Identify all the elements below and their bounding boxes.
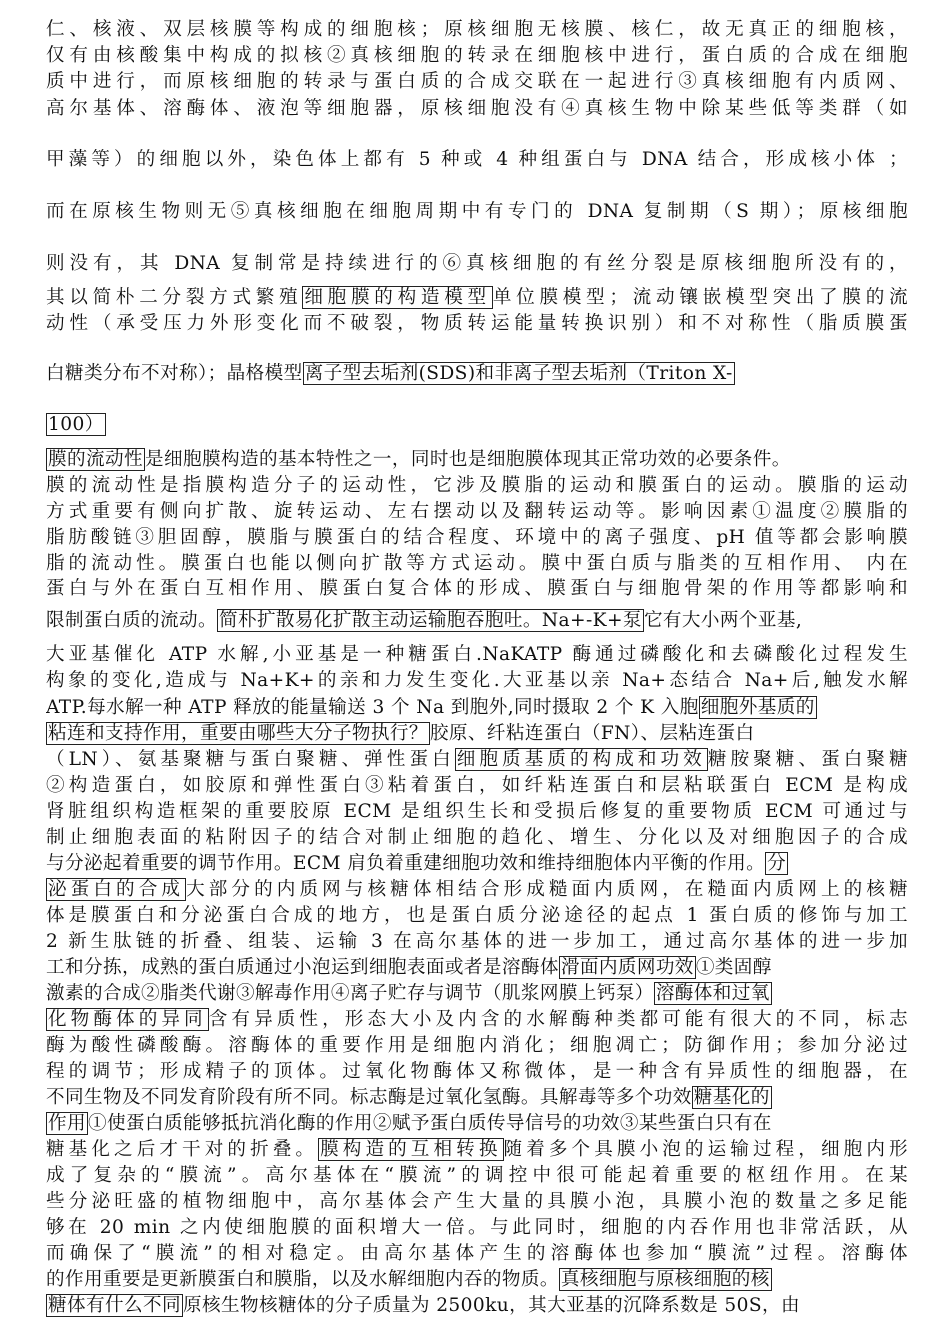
text-line <box>46 577 908 601</box>
boxed-heading: 膜构造的互相转换 <box>320 1139 502 1160</box>
text-line <box>46 448 908 472</box>
body-text: 大亚基催化 ATP 水解,小亚基是一种糖蛋白.NaKATP 酶通过磷酸化和去磷酸化过程发生 <box>46 644 908 665</box>
text-line <box>46 852 908 876</box>
boxed-heading: 粘连和支持作用，重要由哪些大分子物执行？ <box>48 723 428 744</box>
body-text: 白糖类分布不对称）；晶格模型 <box>46 363 303 384</box>
body-text: 构象的变化,造成与 Na+K+的亲和力发生变化.大亚基以亲 Na+态结合 Na+后,触发水解 <box>46 670 908 691</box>
body-text: 甲藻等）的细胞以外，染色体上都有 5 种或 4 种组蛋白与 DNA 结合，形成核小体 ； <box>46 149 908 170</box>
body-text: 脂的流动性。膜蛋白也能以侧向扩散等方式运动。膜中蛋白质与脂类的互相作用、 内在 <box>46 553 908 574</box>
body-text: ①使蛋白质能够抵抗消化酶的作用②赋予蛋白质传导信号的功效③某些蛋白只有在 <box>88 1113 772 1134</box>
boxed-heading: 100） <box>48 414 104 435</box>
text-line <box>46 1060 908 1084</box>
body-text: 而确保了“膜流”的相对稳定。由高尔基体产生的溶酶体也参加“膜流”过程。溶酶体 <box>46 1243 908 1264</box>
text-line <box>46 1294 908 1318</box>
text-line <box>46 696 908 720</box>
text-line <box>46 1216 908 1240</box>
boxed-heading: 作用 <box>48 1113 86 1134</box>
boxed-heading: 细胞外基质的 <box>700 697 815 718</box>
body-text: ②构造蛋白，如胶原和弹性蛋白③粘着蛋白，如纤粘连蛋白和层粘联蛋白 ECM 是构成 <box>46 775 908 796</box>
text-line <box>46 312 908 336</box>
body-text: 蛋白与外在蛋白互相作用、膜蛋白复合体的形成、膜蛋白与细胞骨架的作用等都影响和 <box>46 578 908 599</box>
boxed-heading: 糖体有什么不同 <box>48 1295 181 1316</box>
text-line <box>46 1242 908 1266</box>
body-text: 不同生物及不同发育阶段有所不同。标志酶是过氧化氢酶。具解毒等多个功效 <box>46 1087 692 1108</box>
text-line <box>46 252 908 276</box>
body-text: 工和分拣，成熟的蛋白质通过小泡运到细胞表面或者是溶酶体 <box>46 957 559 978</box>
text-line <box>46 526 908 550</box>
text-line <box>46 18 908 42</box>
boxed-heading: 真核细胞与原核细胞的核 <box>560 1269 770 1290</box>
body-text: ATP.每水解一种 ATP 释放的能量输送 3 个 Na 到胞外,同时摄取 2 个 K 入胞 <box>46 697 699 718</box>
body-text: 成了复杂的“膜流”。高尔基体在“膜流”的调控中很可能起着重要的枢纽作用。在某 <box>46 1165 908 1186</box>
text-line <box>46 643 908 667</box>
text-line <box>46 413 908 437</box>
body-text: 糖基化之后才干对的折叠。 <box>46 1139 319 1160</box>
body-text: 酶为酸性磷酸酶。溶酶体的重要作用是细胞内消化；细胞凋亡；防御作用；参加分泌过 <box>46 1035 908 1056</box>
text-line <box>46 148 908 172</box>
boxed-heading: 细胞膜的构造模型 <box>304 287 491 308</box>
boxed-heading: 溶酶体和过氧 <box>655 983 770 1004</box>
text-line <box>46 1112 908 1136</box>
body-text: ①类固醇 <box>695 957 772 978</box>
text-line <box>46 904 908 928</box>
body-text: 够在 20 min 之内使细胞膜的面积增大一倍。与此同时，细胞的内吞作用也非常活跃，从 <box>46 1217 908 1238</box>
body-text: 质中进行，而原核细胞的转录与蛋白质的合成交联在一起进行③真核细胞有内质网、 <box>46 71 908 92</box>
body-text: 与分泌起着重要的调节作用。ECM 肩负着重建细胞功效和维持细胞体内平衡的作用。 <box>46 853 766 874</box>
text-line <box>46 800 908 824</box>
text-line <box>46 1138 908 1162</box>
body-text: 肾脏组织构造框架的重要胶原 ECM 是组织生长和受损后修复的重要物质 ECM 可通过与 <box>46 801 908 822</box>
body-text: 而在原核生物则无⑤真核细胞在细胞周期中有专门的 DNA 复制期（S 期）；原核细胞 <box>46 201 908 222</box>
body-text: 其以简朴二分裂方式繁殖 <box>46 287 303 308</box>
body-text: 则没有，其 DNA 复制常是持续进行的⑥真核细胞的有丝分裂是原核细胞所没有的， <box>46 253 908 274</box>
body-text: 膜的流动性是指膜构造分子的运动性，它涉及膜脂的运动和膜蛋白的运动。膜脂的运动 <box>46 475 908 496</box>
boxed-heading: 分 <box>767 853 787 874</box>
body-text: 含有异质性，形态大小及内含的水解酶种类都可能有很大的不同，标志 <box>208 1009 908 1030</box>
body-text: 随着多个具膜小泡的运输过程，细胞内形 <box>503 1139 908 1160</box>
body-text: 的作用重要是更新膜蛋白和膜脂，以及水解细胞内吞的物质。 <box>46 1269 559 1290</box>
boxed-heading: 离子型去垢剂(SDS)和非离子型去垢剂（Triton X- <box>304 363 733 384</box>
text-line <box>46 1190 908 1214</box>
boxed-heading: 泌蛋白的合成 <box>48 879 185 900</box>
text-line <box>46 1086 908 1110</box>
text-line <box>46 1268 908 1292</box>
text-line <box>46 930 908 954</box>
boxed-heading: 膜的流动性 <box>48 449 143 470</box>
body-text: 体是膜蛋白和分泌蛋白合成的地方，也是蛋白质分泌途径的起点 1 蛋白质的修饰与加工 <box>46 905 908 926</box>
body-text: 程的调节；形成精子的顶体。过氧化物酶体又称微体，是一种含有异质性的细胞器，在 <box>46 1061 908 1082</box>
body-text: 制止细胞表面的粘附因子的结合对制止细胞的趋化、增生、分化以及对细胞因子的合成 <box>46 827 908 848</box>
text-line <box>46 552 908 576</box>
body-text: 大部分的内质网与核糖体相结合形成糙面内质网，在糙面内质网上的核糖 <box>186 879 908 900</box>
text-line <box>46 1164 908 1188</box>
body-text: 动性（承受压力外形变化而不破裂，物质转运能量转换识别）和不对称性（脂质膜蛋 <box>46 313 908 334</box>
body-text: 高尔基体、溶酶体、液泡等细胞器，原核细胞没有④真核生物中除某些低等类群（如 <box>46 98 908 119</box>
text-line <box>46 44 908 68</box>
text-line <box>46 70 908 94</box>
body-text: 限制蛋白质的流动。 <box>46 610 217 631</box>
text-line <box>46 669 908 693</box>
text-line <box>46 362 908 386</box>
text-line <box>46 722 908 746</box>
text-line <box>46 286 908 310</box>
boxed-heading: 简朴扩散易化扩散主动运输胞吞胞吐。Na+-K+泵 <box>218 610 642 631</box>
text-line <box>46 474 908 498</box>
text-line <box>46 878 908 902</box>
body-text: 仁、核液、双层核膜等构成的细胞核；原核细胞无核膜、核仁，故无真正的细胞核， <box>46 19 908 40</box>
text-line <box>46 200 908 224</box>
body-text: 些分泌旺盛的植物细胞中，高尔基体会产生大量的具膜小泡，具膜小泡的数量之多足能 <box>46 1191 908 1212</box>
body-text: 脂肪酸链③胆固醇，膜脂与膜蛋白的结合程度、环境中的离子强度、pH 值等都会影响膜 <box>46 527 908 548</box>
body-text: 2 新生肽链的折叠、组装、运输 3 在高尔基体的进一步加工，通过高尔基体的进一步加 <box>46 931 908 952</box>
text-line <box>46 97 908 121</box>
text-line <box>46 1034 908 1058</box>
boxed-heading: 化物酶体的异同 <box>48 1009 207 1030</box>
text-line <box>46 1008 908 1032</box>
text-line <box>46 748 908 772</box>
text-line <box>46 956 908 980</box>
body-text: 单位膜模型；流动镶嵌模型突出了膜的流 <box>492 287 908 308</box>
body-text: 激素的合成②脂类代谢③解毒作用④离子贮存与调节（肌浆网膜上钙泵） <box>46 983 654 1004</box>
text-line <box>46 774 908 798</box>
body-text: （LN）、氨基聚糖与蛋白聚糖、弹性蛋白 <box>46 749 455 770</box>
text-line <box>46 826 908 850</box>
body-text: 仅有由核酸集中构成的拟核②真核细胞的转录在细胞核中进行，蛋白质的合成在细胞 <box>46 45 908 66</box>
text-line <box>46 500 908 524</box>
body-text: 是细胞膜构造的基本特性之一，同时也是细胞膜体现其正常功效的必要条件。 <box>144 449 791 470</box>
text-line <box>46 982 908 1006</box>
body-text: 糖胺聚糖、蛋白聚糖 <box>707 749 908 770</box>
body-text: 胶原、纤粘连蛋白（FN）、层粘连蛋白 <box>429 723 755 744</box>
text-line <box>46 609 908 633</box>
boxed-heading: 细胞质基质的构成和功效 <box>456 749 706 770</box>
body-text: 原核生物核糖体的分子质量为 2500ku，其大亚基的沉降系数是 50S，由 <box>182 1295 800 1316</box>
body-text: 方式重要有侧向扩散、旋转运动、左右摆动以及翻转运动等。影响因素①温度②膜脂的 <box>46 501 908 522</box>
boxed-heading: 滑面内质网功效 <box>560 957 694 978</box>
body-text: 它有大小两个亚基, <box>643 610 803 631</box>
boxed-heading: 糖基化的 <box>693 1087 770 1108</box>
